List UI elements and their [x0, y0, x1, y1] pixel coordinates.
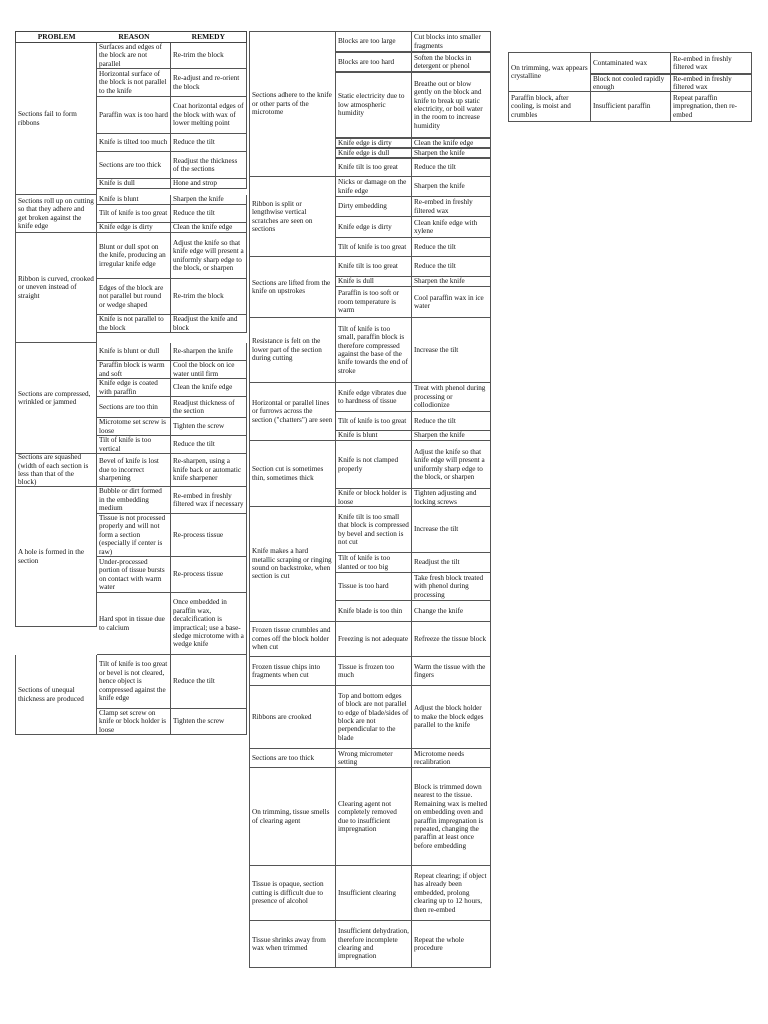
reason-cell: Paraffin block is warm and soft	[97, 361, 171, 379]
remedy-cell: Hone and strop	[171, 179, 247, 189]
reason-cell: Dirty embedding	[336, 197, 412, 217]
remedy-cell: Clean the knife edge	[412, 138, 491, 148]
table-row	[97, 361, 247, 379]
remedy-cell: Repeat paraffin impregnation, then re-embed	[671, 92, 752, 122]
remedy-cell: Reduce the tilt	[171, 655, 247, 709]
table-row	[336, 197, 491, 217]
remedy-cell: Take fresh block treated with phenol during processing	[412, 573, 491, 601]
problem-cell: Sections are compressed, wrinkled or jammed	[15, 343, 97, 454]
problem-group	[249, 383, 491, 441]
reason-cell: Insufficient paraffin	[591, 92, 671, 122]
reason-cell: Knife is blunt	[97, 195, 171, 205]
remedy-cell: Adjust the knife so that knife edge will present a uniformly sharp edge to the block, or sharpen	[412, 441, 491, 489]
reason-cell: Surfaces and edges of the block are not parallel	[97, 43, 171, 69]
table-row	[336, 31, 491, 52]
problem-group	[249, 441, 491, 507]
problem-cell: Sections are lifted from the knife on upstrokes	[249, 257, 336, 318]
problem-group	[249, 507, 491, 622]
problem-group	[15, 195, 247, 233]
problem-cell: Resistance is felt on the lower part of the section during cutting	[249, 318, 336, 383]
table-row	[336, 138, 491, 148]
problem-group	[15, 655, 247, 735]
problem-group	[249, 657, 491, 686]
reason-cell: Contaminated wax	[591, 52, 671, 74]
problem-group	[249, 686, 491, 749]
table-row	[336, 441, 491, 489]
problem-cell: Paraffin block, after cooling, is moist and crumbles	[508, 92, 591, 122]
problem-group	[249, 177, 491, 257]
reason-cell: Blocks are too large	[336, 31, 412, 52]
remedy-cell: Readjust the knife and block	[171, 315, 247, 333]
reason-cell: Paraffin is too soft or room temperature is warm	[336, 287, 412, 318]
table-row	[97, 69, 247, 97]
problem-cell: On trimming, tissue smells of clearing agent	[249, 768, 336, 866]
remedy-cell: Microtome needs recalibration	[412, 749, 491, 768]
reason-cell: Clamp set screw on knife or block holder is loose	[97, 709, 171, 735]
problem-group	[508, 92, 752, 122]
table-row	[336, 158, 491, 177]
remedy-cell: Sharpen the knife	[412, 431, 491, 441]
remedy-cell: Reduce the tilt	[171, 436, 247, 454]
remedy-cell: Cut blocks into smaller fragments	[412, 31, 491, 52]
problem-group	[15, 487, 247, 655]
table-row	[97, 43, 247, 69]
remedy-cell: Readjust thickness of the section	[171, 397, 247, 418]
remedy-cell: Increase the tilt	[412, 507, 491, 553]
reason-cell: Tilt of knife is too great or bevel is not cleared, hence object is compressed against the knife edge	[97, 655, 171, 709]
reason-cell: Knife edge is dirty	[336, 217, 412, 238]
reason-cell: Knife or block holder is loose	[336, 489, 412, 507]
reason-cell: Knife edge is dirty	[97, 223, 171, 233]
remedy-cell: Sharpen the knife	[412, 177, 491, 197]
problem-cell: Sections of unequal thickness are produced	[15, 655, 97, 735]
table-header	[15, 31, 247, 43]
table-row	[336, 507, 491, 553]
problem-cell: Sections are squashed (width of each section is less than that of the block)	[15, 454, 97, 487]
problem-group	[15, 233, 247, 343]
reason-cell: Hard spot in tissue due to calcium	[97, 593, 171, 655]
reason-cell: Top and bottom edges of block are not parallel to edge of blade/sides of block are not perpendicular to the blade	[336, 686, 412, 749]
table-row	[336, 866, 491, 921]
remedy-cell: Re-sharpen the knife	[171, 343, 247, 361]
remedy-cell: Change the knife	[412, 601, 491, 622]
table-row	[336, 52, 491, 72]
remedy-cell: Refreeze the tissue block	[412, 622, 491, 657]
reason-cell: Bubble or dirt formed in the embedding medium	[97, 487, 171, 514]
table-row	[97, 593, 247, 655]
reason-cell: Block not cooled rapidly enough	[591, 74, 671, 92]
table-row	[97, 454, 247, 487]
table-row	[97, 97, 247, 134]
table-row	[336, 686, 491, 749]
reason-cell: Sections are too thick	[97, 152, 171, 179]
remedy-cell: Tighten adjusting and locking screws	[412, 489, 491, 507]
remedy-cell: Tighten the screw	[171, 709, 247, 735]
header-problem: PROBLEM	[37, 32, 76, 41]
reason-cell: Knife tilt is too small that block is compressed by bevel and section is not cut	[336, 507, 412, 553]
remedy-cell: Re-sharpen, using a knife back or automatic knife sharpener	[171, 454, 247, 487]
problem-group	[249, 318, 491, 383]
remedy-cell: Sharpen the knife	[412, 148, 491, 158]
problem-group	[249, 749, 491, 768]
table-row	[336, 601, 491, 622]
troubleshooting-table-middle	[249, 31, 491, 968]
reason-cell: Knife edge is dull	[336, 148, 412, 158]
reason-cell: Clearing agent not completely removed due to insufficient impregnation	[336, 768, 412, 866]
reason-cell: Knife edge is dirty	[336, 138, 412, 148]
reason-cell: Edges of the block are not parallel but round or wedge shaped	[97, 279, 171, 315]
table-row	[336, 238, 491, 257]
table-row	[97, 557, 247, 593]
reason-cell: Horizontal surface of the block is not parallel to the knife	[97, 69, 171, 97]
table-row	[97, 418, 247, 436]
table-row	[97, 379, 247, 397]
table-row	[97, 655, 247, 709]
problem-cell: Ribbon is curved, crooked or uneven instead of straight	[15, 233, 97, 343]
reason-cell: Knife is dull	[97, 179, 171, 189]
problem-cell: Tissue is opaque, section cutting is difficult due to presence of alcohol	[249, 866, 336, 921]
reason-cell: Wrong micrometer setting	[336, 749, 412, 768]
table-row	[336, 489, 491, 507]
reason-cell: Nicks or damage on the knife edge	[336, 177, 412, 197]
remedy-cell: Reduce the tilt	[171, 205, 247, 223]
reason-cell: Knife is blunt	[336, 431, 412, 441]
remedy-cell: Adjust the block holder to make the block edges parallel to the knife	[412, 686, 491, 749]
remedy-cell: Block is trimmed down nearest to the tissue. Remaining wax is melted on embedding oven and paraffin impregnation is repeated, changing the paraffin at least once before embedding	[412, 768, 491, 866]
problem-cell: A hole is formed in the section	[15, 487, 97, 627]
reason-cell: Paraffin wax is too hard	[97, 97, 171, 134]
table-row	[336, 412, 491, 431]
remedy-cell: Increase the tilt	[412, 318, 491, 383]
table-row	[97, 487, 247, 514]
reason-cell: Tissue is too hard	[336, 573, 412, 601]
problem-group	[249, 921, 491, 968]
problem-cell: Tissue shrinks away from wax when trimmed	[249, 921, 336, 968]
table-row	[336, 148, 491, 158]
reason-cell: Knife tilt is too great	[336, 158, 412, 177]
problem-group	[249, 31, 491, 177]
remedy-cell: Re-embed in freshly filtered wax	[671, 74, 752, 92]
reason-cell: Freezing is not adequate	[336, 622, 412, 657]
remedy-cell: Sharpen the knife	[412, 277, 491, 287]
table-row	[97, 397, 247, 418]
problem-group	[249, 768, 491, 866]
table-row	[336, 318, 491, 383]
problem-group	[249, 866, 491, 921]
remedy-cell: Reduce the tilt	[171, 134, 247, 152]
remedy-cell: Readjust the tilt	[412, 553, 491, 573]
remedy-cell: Repeat clearing; if object has already been embedded, prolong clearing up to 12 hours, then re-embed	[412, 866, 491, 921]
remedy-cell: Once embedded in paraffin wax, decalcification is impractical; use a base-sledge microtome with a wedge knife	[171, 593, 247, 655]
table-row	[97, 152, 247, 179]
problem-cell: Sections adhere to the knife or other parts of the microtome	[249, 31, 336, 177]
reason-cell: Knife is not parallel to the block	[97, 315, 171, 333]
problem-cell: Frozen tissue chips into fragments when cut	[249, 657, 336, 686]
remedy-cell: Coat horizontal edges of the block with wax of lower melting point	[171, 97, 247, 134]
table-row	[336, 573, 491, 601]
problem-cell: Section cut is sometimes thin, sometimes thick	[249, 441, 336, 507]
reason-cell: Sections are too thin	[97, 397, 171, 418]
table-row	[336, 431, 491, 441]
remedy-cell: Cool the block on ice water until firm	[171, 361, 247, 379]
problem-cell: Ribbon is split or lengthwise vertical scratches are seen on sections	[249, 177, 336, 257]
problem-group	[249, 622, 491, 657]
table-row	[336, 257, 491, 277]
table-row	[97, 514, 247, 557]
table-row	[591, 74, 752, 92]
troubleshooting-table-left	[15, 31, 247, 735]
table-row	[97, 205, 247, 223]
header-remedy: REMEDY	[191, 32, 225, 41]
problem-cell: Frozen tissue crumbles and comes off the block holder when cut	[249, 622, 336, 657]
table-row	[336, 383, 491, 412]
reason-cell: Static electricity due to low atmospheric humidity	[336, 72, 412, 138]
problem-cell: Ribbons are crooked	[249, 686, 336, 749]
remedy-cell: Clean knife edge with xylene	[412, 217, 491, 238]
remedy-cell: Re-trim the block	[171, 279, 247, 315]
reason-cell: Tilt of knife is too vertical	[97, 436, 171, 454]
reason-cell: Bevel of knife is lost due to incorrect sharpening	[97, 454, 171, 487]
table-row	[336, 177, 491, 197]
problem-group	[15, 43, 247, 195]
reason-cell: Tilt of knife is too great	[336, 412, 412, 431]
remedy-cell: Re-embed in freshly filtered wax	[412, 197, 491, 217]
reason-cell: Knife edge vibrates due to hardness of tissue	[336, 383, 412, 412]
remedy-cell: Re-process tissue	[171, 514, 247, 557]
table-row	[336, 217, 491, 238]
problem-group	[15, 343, 247, 454]
reason-cell: Knife tilt is too great	[336, 257, 412, 277]
table-row	[97, 279, 247, 315]
remedy-cell: Re-embed in freshly filtered wax	[671, 52, 752, 74]
reason-cell: Tilt of knife is too great	[336, 238, 412, 257]
reason-cell: Knife is blunt or dull	[97, 343, 171, 361]
remedy-cell: Treat with phenol during processing or collodionize	[412, 383, 491, 412]
table-row	[336, 553, 491, 573]
reason-cell: Knife is dull	[336, 277, 412, 287]
remedy-cell: Re-adjust and re-orient the block	[171, 69, 247, 97]
table-row	[591, 52, 752, 74]
table-row	[97, 223, 247, 233]
table-row	[97, 233, 247, 279]
problem-group	[508, 52, 752, 92]
problem-cell: On trimming, wax appears crystalline	[508, 52, 591, 92]
reason-cell: Tilt of knife is too great	[97, 205, 171, 223]
reason-cell: Tissue is not processed properly and will not form a section (especially if center is raw)	[97, 514, 171, 557]
table-row	[336, 287, 491, 318]
problem-cell: Horizontal or parallel lines or furrows across the section ("chatters") are seen	[249, 383, 336, 441]
table-row	[97, 195, 247, 205]
table-row	[336, 921, 491, 968]
problem-group	[15, 454, 247, 487]
reason-cell: Tilt of knife is too slanted or too big	[336, 553, 412, 573]
problem-cell: Knife makes a hard metallic scraping or ringing sound on backstroke, when section is cut	[249, 507, 336, 622]
remedy-cell: Cool paraffin wax in ice water	[412, 287, 491, 318]
table-row	[591, 92, 752, 122]
header-reason: REASON	[118, 32, 150, 41]
table-row	[97, 134, 247, 152]
remedy-cell: Readjust the thickness of the sections	[171, 152, 247, 179]
remedy-cell: Reduce the tilt	[412, 412, 491, 431]
problem-group	[249, 257, 491, 318]
troubleshooting-table-right	[508, 52, 752, 122]
remedy-cell: Reduce the tilt	[412, 158, 491, 177]
remedy-cell: Re-embed in freshly filtered wax if necessary	[171, 487, 247, 514]
reason-cell: Knife is not clamped properly	[336, 441, 412, 489]
remedy-cell: Clean the knife edge	[171, 223, 247, 233]
reason-cell: Insufficient clearing	[336, 866, 412, 921]
reason-cell: Knife blade is too thin	[336, 601, 412, 622]
table-row	[97, 343, 247, 361]
table-row	[336, 277, 491, 287]
reason-cell: Blunt or dull spot on the knife, producing an irregular knife edge	[97, 233, 171, 279]
reason-cell: Blocks are too hard	[336, 52, 412, 72]
reason-cell: Knife edge is coated with paraffin	[97, 379, 171, 397]
table-row	[97, 709, 247, 735]
remedy-cell: Soften the blocks in detergent or phenol	[412, 52, 491, 72]
table-row	[97, 436, 247, 454]
remedy-cell: Tighten the screw	[171, 418, 247, 436]
reason-cell: Tissue is frozen too much	[336, 657, 412, 686]
table-row	[336, 749, 491, 768]
table-row	[97, 179, 247, 189]
table-row	[336, 72, 491, 138]
problem-cell: Sections fail to form ribbons	[15, 43, 97, 195]
reason-cell: Tilt of knife is too small, paraffin block is therefore compressed against the base of the knife towards the end of stroke	[336, 318, 412, 383]
remedy-cell: Clean the knife edge	[171, 379, 247, 397]
remedy-cell: Breathe out or blow gently on the block and knife to break up static electricity, or boil water in the room to increase humidity	[412, 72, 491, 138]
remedy-cell: Re-process tissue	[171, 557, 247, 593]
remedy-cell: Re-trim the block	[171, 43, 247, 69]
remedy-cell: Repeat the whole procedure	[412, 921, 491, 968]
table-row	[97, 315, 247, 333]
table-row	[336, 622, 491, 657]
table-row	[336, 657, 491, 686]
problem-cell: Sections are too thick	[249, 749, 336, 768]
remedy-cell: Sharpen the knife	[171, 195, 247, 205]
remedy-cell: Warm the tissue with the fingers	[412, 657, 491, 686]
problem-cell: Sections roll up on cutting so that they adhere and get broken against the knife edge	[15, 195, 97, 233]
table-row	[336, 768, 491, 866]
remedy-cell: Adjust the knife so that knife edge will present a uniformly sharp edge to the block, or sharpen	[171, 233, 247, 279]
reason-cell: Knife is tilted too much	[97, 134, 171, 152]
remedy-cell: Reduce the tilt	[412, 257, 491, 277]
remedy-cell: Reduce the tilt	[412, 238, 491, 257]
reason-cell: Under-processed portion of tissue bursts on contact with warm water	[97, 557, 171, 593]
reason-cell: Insufficient dehydration, therefore incomplete clearing and impregnation	[336, 921, 412, 968]
reason-cell: Microtome set screw is loose	[97, 418, 171, 436]
